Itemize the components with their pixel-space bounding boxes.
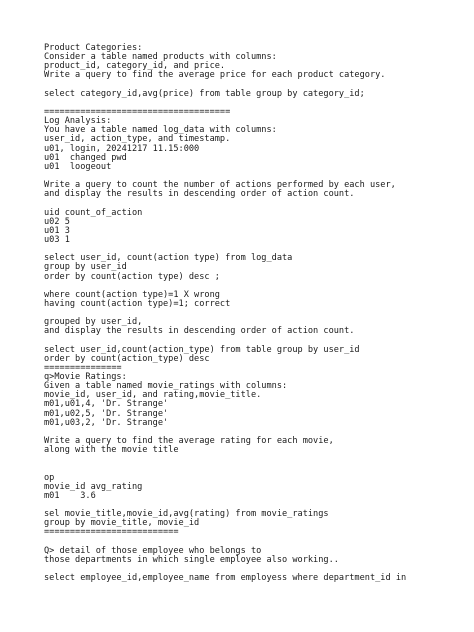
text-line: where count(action type)=1 X wrong: [44, 289, 220, 300]
text-line: order by count(action type) desc ;: [44, 271, 220, 282]
text-line: [44, 455, 468, 464]
text-line: movie_id, user_id, and rating,movie_title.: [44, 390, 262, 401]
text-line: select category_id,avg(price) from table group by category_id;: [44, 88, 365, 99]
text-line: select user_id,count(action_type) from table group by user_id: [44, 344, 360, 355]
text-line: Write a query to count the number of actions performed by each user,: [44, 180, 396, 191]
document-text: [44, 44, 468, 583]
text-line: m01,u01,4, 'Dr. Strange': [44, 399, 169, 410]
text-line: Log Analysis:: [44, 116, 112, 127]
text-line: uid count_of_action: [44, 207, 143, 218]
text-line: having count(action type)=1; correct: [44, 298, 231, 309]
text-line: group by user_id: [44, 262, 127, 273]
text-line: Write a query to find the average price for each product category.: [44, 70, 386, 81]
text-line: user_id, action_type, and timestamp.: [44, 134, 231, 145]
text-line: m01 3.6: [44, 490, 96, 501]
text-line: product_id, category_id, and price.: [44, 61, 226, 72]
text-line: order by count(action_type) desc: [44, 353, 210, 364]
text-line: You have a table named log_data with columns:: [44, 125, 277, 136]
text-line: Q> detail of those employee who belongs to: [44, 545, 262, 556]
text-line: and display the results in descending order of action count.: [44, 326, 355, 337]
text-line: ====================================: [44, 106, 231, 117]
text-line: Write a query to find the average rating for each movie,: [44, 436, 334, 447]
text-line: u01 loogeout: [44, 161, 112, 172]
text-line: group by movie_title, movie_id: [44, 518, 200, 529]
text-line: u01 changed pwd: [44, 152, 127, 163]
text-line: those departments in which single employee also working..: [44, 554, 339, 565]
text-line: op: [44, 472, 55, 483]
text-line: select employee_id,employee_name from employess where department_id in: [44, 573, 407, 584]
text-line: u01, login, 20241217 11.15:000: [44, 143, 200, 154]
text-line: [44, 464, 468, 473]
text-line: movie_id avg_rating: [44, 481, 143, 492]
text-line: u02 5: [44, 216, 70, 227]
text-line: select user_id, count(action type) from log_data: [44, 253, 293, 264]
text-line: sel movie_title,movie_id,avg(rating) from movie_ratings: [44, 509, 329, 520]
text-line: u01 3: [44, 225, 70, 236]
text-line: along with the movie title: [44, 445, 179, 456]
text-line: and display the results in descending order of action count.: [44, 189, 355, 200]
text-line: grouped by user_id,: [44, 317, 143, 328]
text-line: ===============: [44, 362, 122, 373]
text-line: u03 1: [44, 234, 70, 245]
text-line: ==========================: [44, 527, 179, 538]
text-line: Consider a table named products with columns:: [44, 52, 277, 63]
text-line: Given a table named movie_ratings with columns:: [44, 381, 288, 392]
text-line: q>Movie Ratings:: [44, 372, 127, 383]
text-line: Product Categories:: [44, 43, 143, 53]
text-line: m01,u02,5, 'Dr. Strange': [44, 408, 169, 419]
text-line: m01,u03,2, 'Dr. Strange': [44, 417, 169, 428]
